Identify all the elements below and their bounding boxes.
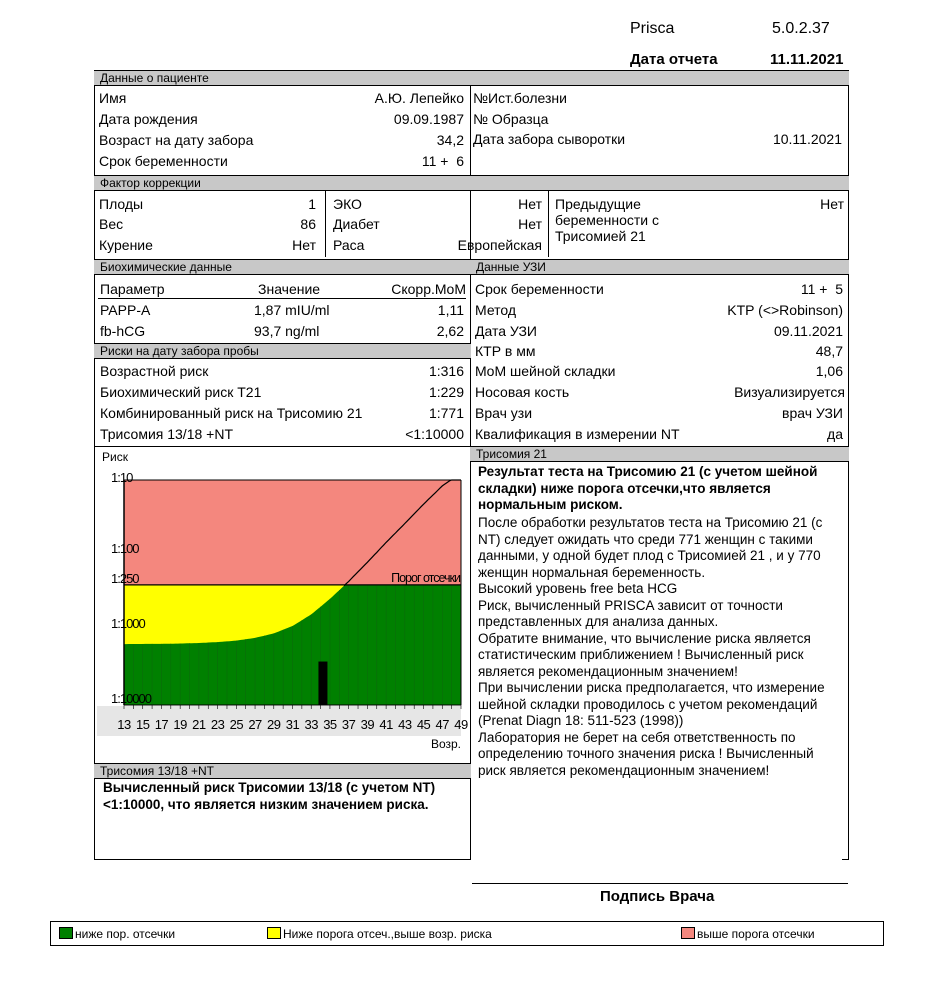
prev-t21-label-3: Трисомией 21 bbox=[555, 228, 646, 244]
t21-conclusion: Результат теста на Трисомию 21 (с учетом шейной складки) ниже порога отсечки,что является нормальным риском. bbox=[478, 464, 818, 512]
x-tick-label: 17 bbox=[154, 717, 169, 732]
t1318-conclusion: Вычисленный риск Трисомии 13/18 (с учетом NT) <1:10000, что является низким значением риска. bbox=[103, 780, 436, 812]
race-label: Раса bbox=[333, 237, 365, 253]
x-tick-label: 43 bbox=[398, 717, 412, 732]
y-tick-label: 1:10 bbox=[111, 470, 133, 485]
legend-label-below-cutoff: ниже пор. отсечки bbox=[75, 927, 176, 941]
diabetes-value: Нет bbox=[518, 216, 542, 232]
correction-divider-1 bbox=[325, 191, 326, 257]
risk-label: Возрастной риск bbox=[100, 363, 209, 379]
legend-swatch-green bbox=[59, 927, 73, 939]
y-tick-label: 1:250 bbox=[111, 570, 139, 586]
x-tick-label: 45 bbox=[416, 717, 431, 732]
smoking-value: Нет bbox=[292, 237, 316, 253]
app-version: 5.0.2.37 bbox=[772, 20, 830, 37]
risk-value: 1:316 bbox=[428, 363, 464, 379]
correction-divider-2 bbox=[548, 191, 549, 257]
chart-top-border bbox=[94, 446, 471, 447]
t21-section-header: Трисомия 21 bbox=[470, 446, 849, 462]
x-tick-label: 49 bbox=[454, 717, 468, 732]
biochem-header-underline bbox=[98, 298, 466, 299]
t1318-section-header: Трисомия 13/18 +NT bbox=[94, 763, 471, 779]
biochem-param: PAPP-A bbox=[100, 302, 151, 318]
prev-t21-label-2: беременности с bbox=[555, 212, 660, 228]
fetuses-value: 1 bbox=[308, 196, 316, 212]
serum-date: 10.11.2021 bbox=[772, 131, 842, 147]
legend-label-above-cutoff: выше порога отсечки bbox=[697, 927, 815, 941]
risk-label: Трисомия 13/18 +NT bbox=[100, 426, 233, 442]
signature-line bbox=[472, 883, 848, 884]
risk-label: Биохимический риск T21 bbox=[100, 384, 262, 400]
biochem-mom: 2,62 bbox=[436, 323, 464, 339]
y-tick-label: 1:100 bbox=[111, 541, 139, 556]
weight-label: Вес bbox=[99, 216, 124, 232]
x-axis-label: Возр. bbox=[430, 737, 461, 751]
x-tick-label: 35 bbox=[323, 717, 337, 732]
x-tick-label: 37 bbox=[341, 717, 356, 732]
risks-section-header: Риски на дату забора пробы bbox=[94, 343, 471, 359]
biochem-mom: 1,11 bbox=[437, 302, 464, 318]
ivf-value: Нет bbox=[518, 196, 542, 212]
y-tick-label: 1:1000 bbox=[111, 616, 145, 631]
x-tick-label: 21 bbox=[192, 717, 206, 732]
patient-name: А.Ю. Лепейко bbox=[374, 90, 464, 106]
ultrasound-section-header: Данные УЗИ bbox=[470, 259, 849, 275]
us-value: 09.11.2021 bbox=[773, 323, 843, 339]
chart-ylabel: Риск bbox=[102, 450, 128, 464]
us-label: Врач узи bbox=[475, 405, 533, 421]
us-label: Срок беременности bbox=[475, 281, 604, 297]
diabetes-label: Диабет bbox=[333, 216, 380, 232]
legend-label-between: Ниже порога отсеч.,выше возр. риска bbox=[283, 927, 492, 941]
us-value: 11 + 5 bbox=[800, 281, 843, 297]
patient-age-label: Возраст на дату забора bbox=[99, 132, 254, 148]
risk-value: 1:229 bbox=[428, 384, 464, 400]
x-tick-label: 27 bbox=[248, 717, 262, 732]
risk-chart bbox=[95, 458, 470, 758]
x-tick-label: 39 bbox=[360, 717, 375, 732]
smoking-label: Курение bbox=[99, 237, 153, 253]
us-value: да bbox=[827, 426, 843, 442]
us-value: 48,7 bbox=[815, 343, 843, 359]
x-tick-label: 29 bbox=[267, 717, 281, 732]
y-tick-label: 1:10000 bbox=[111, 691, 151, 706]
t21-explanation: После обработки результатов теста на Трисомию 21 (с NT) следует ожидать что среди 771 женщин с такими данными, у одной будет плод с Трисомией 21 , и у 770 женщин нормальная беременность. Высокий уровень free beta HCG Риск, вычисленный PRISCA зависит от точности представленных для анализа данных. Обратите внимание, что вычисление риска является статистическим приближением ! Вычисленный риск является рекомендационным значением! При вычислении риска предполагается, что измерение шейной складки проводилось с учетом рекомендаций (Prenat Diagn 18: 511-523 (1998)) Лаборатория не берет на себя ответственность по определению точного значения риска ! Вычисленный риск является рекомендационным значением! bbox=[478, 515, 825, 778]
frame-bottom-left bbox=[94, 859, 471, 860]
fetuses-label: Плоды bbox=[99, 196, 144, 212]
patient-ga-label: Срок беременности bbox=[99, 153, 228, 169]
patient-name-label: Имя bbox=[99, 90, 127, 106]
x-tick-label: 13 bbox=[117, 717, 131, 732]
report-date: 11.11.2021 bbox=[770, 51, 844, 68]
x-tick-label: 41 bbox=[379, 717, 393, 732]
patient-ga: 11 + 6 bbox=[421, 153, 464, 169]
us-value: Визуализируется bbox=[734, 384, 845, 400]
legend bbox=[50, 921, 884, 946]
race-value: Европейская bbox=[457, 237, 542, 253]
biochem-section-header: Биохимические данные bbox=[94, 259, 471, 275]
us-label: Квалификация в измерении NT bbox=[475, 426, 680, 442]
cutoff-label: Порог отсечки bbox=[391, 570, 460, 585]
patient-age: 34,2 bbox=[436, 132, 464, 148]
x-tick-label: 33 bbox=[304, 717, 318, 732]
sample-number-label: № Образца bbox=[473, 111, 549, 127]
correction-section-header: Фактор коррекции bbox=[94, 175, 849, 191]
x-tick-label: 15 bbox=[135, 717, 150, 732]
biochem-value: 1,87 mIU/ml bbox=[254, 302, 330, 318]
legend-swatch-red bbox=[681, 927, 695, 939]
x-tick-label: 25 bbox=[229, 717, 244, 732]
x-tick-label: 23 bbox=[210, 717, 225, 732]
ivf-label: ЭКО bbox=[333, 196, 362, 212]
us-value: KTP (<>Robinson) bbox=[727, 302, 843, 318]
risk-value: 1:771 bbox=[428, 405, 464, 421]
biochem-col-param: Параметр bbox=[100, 281, 165, 297]
biochem-param: fb-hCG bbox=[100, 323, 146, 339]
us-label: Дата УЗИ bbox=[475, 323, 537, 339]
high-risk-zone bbox=[124, 480, 461, 585]
us-value: 1,06 bbox=[815, 363, 843, 379]
risk-label: Комбинированный риск на Трисомию 21 bbox=[100, 405, 363, 421]
x-tick-label: 47 bbox=[435, 717, 450, 732]
history-number-label: №Ист.болезни bbox=[473, 90, 567, 106]
frame-bottom-right-tick bbox=[842, 859, 849, 860]
us-label: Носовая кость bbox=[475, 384, 570, 400]
weight-value: 86 bbox=[300, 216, 316, 232]
us-label: КТР в мм bbox=[475, 343, 536, 359]
x-tick-label: 19 bbox=[173, 717, 187, 732]
patient-marker bbox=[318, 662, 327, 705]
x-tick-label: 31 bbox=[285, 717, 300, 732]
risk-value: <1:10000 bbox=[405, 426, 464, 442]
biochem-col-value: Значение bbox=[258, 281, 321, 297]
report-date-label: Дата отчета bbox=[630, 51, 718, 68]
prev-t21-label-1: Предыдущие bbox=[555, 196, 641, 212]
prev-t21-value: Нет bbox=[820, 196, 844, 212]
biochem-col-mom: Скорр.MoM bbox=[391, 281, 466, 297]
patient-section-header: Данные о пациенте bbox=[94, 70, 849, 86]
serum-date-label: Дата забора сыворотки bbox=[473, 131, 626, 147]
us-value: врач УЗИ bbox=[782, 405, 843, 421]
us-label: Метод bbox=[475, 302, 517, 318]
signature-label: Подпись Врача bbox=[600, 888, 715, 905]
biochem-value: 93,7 ng/ml bbox=[254, 323, 320, 339]
us-label: MoM шейной складки bbox=[475, 363, 616, 379]
legend-swatch-yellow bbox=[267, 927, 281, 939]
patient-dob-label: Дата рождения bbox=[99, 111, 198, 127]
patient-dob: 09.09.1987 bbox=[393, 111, 464, 127]
app-name: Prisca bbox=[630, 20, 675, 37]
